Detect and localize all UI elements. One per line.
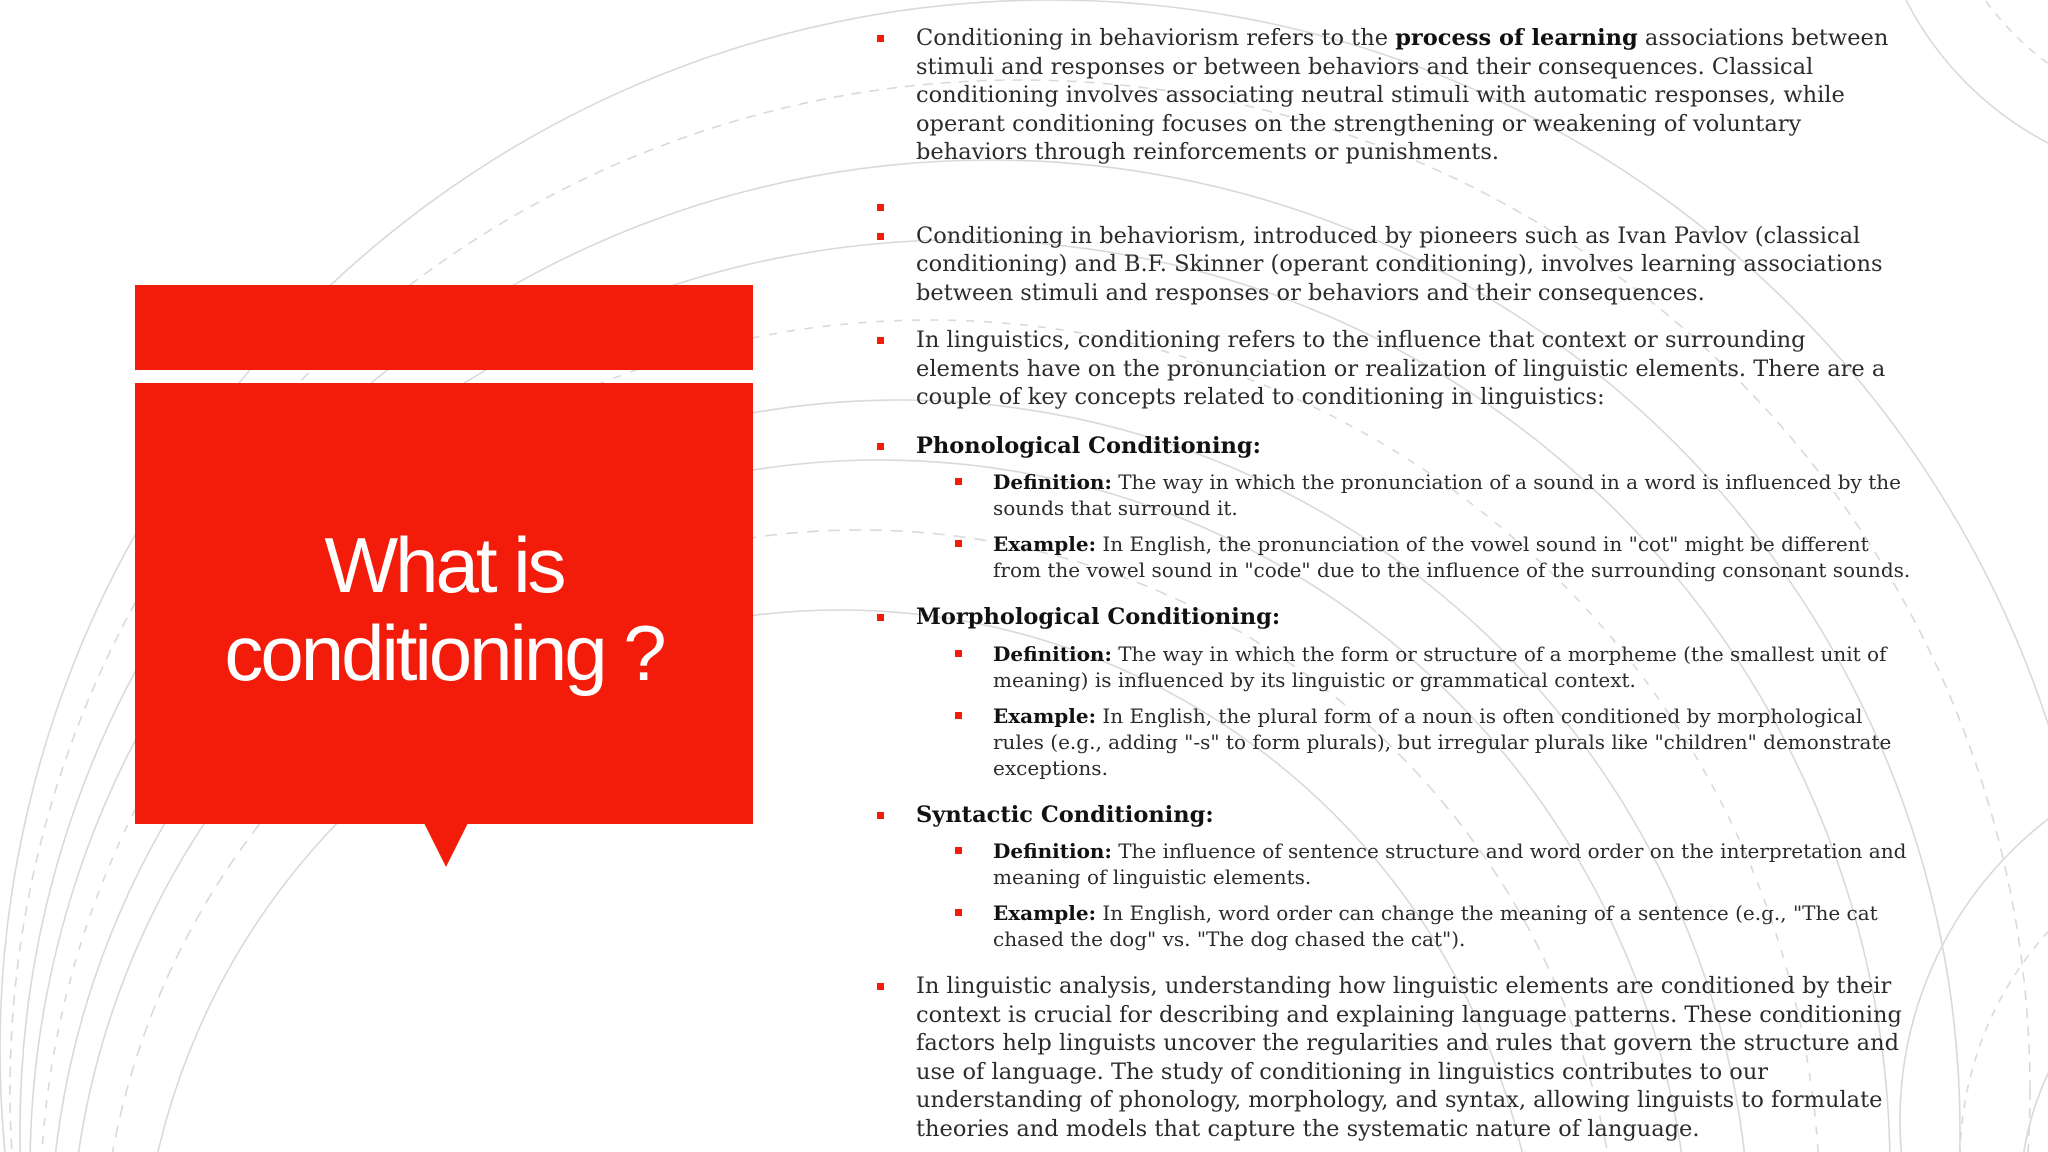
- bullet-phonological-heading: [872, 432, 1912, 461]
- definition-text: The way in which the form or structure of a morpheme (the smallest unit of meaning) is influenced by its linguistic or grammatical context.: [993, 641, 1887, 692]
- example-label: Example:: [993, 901, 1096, 925]
- bullet-linguistic-analysis: [872, 972, 1912, 1143]
- example-label: Example:: [993, 703, 1096, 728]
- slide-title-line2: conditioning ?: [224, 608, 664, 697]
- sub-bullet-syntactic-example: [872, 900, 1912, 952]
- bullet-empty: [872, 193, 1912, 221]
- slide-title-line1: What is: [324, 520, 564, 609]
- sub-bullet-morphological-example: [872, 703, 1912, 781]
- bullet-linguistics-conditioning: [872, 326, 1912, 412]
- definition-label: Definition:: [993, 641, 1112, 666]
- bullet-text: In linguistic analysis, understanding how linguistic elements are conditioned by their context is crucial for describing and explaining language patterns. These conditioning factors help linguists uncover the regularities and rules that govern the structure and use of language. The study of conditioning in linguistics contributes to our understanding of phonology, morphology, and syntax, allowing linguists to formulate theories and models that capture the systematic nature of language.: [916, 973, 1902, 1142]
- sub-bullet-phonological-definition: [872, 469, 1912, 521]
- example-text: In English, the pronunciation of the vowel sound in "cot" might be different from the vowel sound in "code" due to the influence of the surrounding consonant sounds.: [993, 532, 1911, 582]
- slide-title: [224, 511, 663, 697]
- section-heading: Syntactic Conditioning:: [916, 801, 1214, 828]
- content-area: [872, 24, 1912, 1143]
- sub-bullet-phonological-example: [872, 531, 1912, 583]
- definition-label: Definition:: [993, 839, 1112, 863]
- title-box: [135, 383, 753, 824]
- definition-text: The influence of sentence structure and word order on the interpretation and meaning of linguistic elements.: [993, 839, 1907, 889]
- definition-label: Definition:: [993, 470, 1112, 494]
- sub-bullet-syntactic-definition: [872, 838, 1912, 890]
- bullet-behaviorism-definition: [872, 24, 1912, 167]
- bullet-text: In linguistics, conditioning refers to the influence that context or surrounding elements have on the pronunciation or realization of linguistic elements. There are a couple of key concepts related to conditioning in linguistics:: [916, 327, 1886, 410]
- decorative-arc: [2020, 900, 2048, 1152]
- sub-bullet-morphological-definition: [872, 641, 1912, 693]
- bullet-syntactic-heading: [872, 801, 1912, 830]
- bullet-behaviorism-pioneers: [872, 222, 1912, 308]
- bullet-text: Conditioning in behaviorism, introduced by pioneers such as Ivan Pavlov (classical conditioning) and B.F. Skinner (operant conditioning), involves learning associations between stimuli and responses or behaviors and their consequences.: [916, 222, 1883, 306]
- decorative-arc: [1900, 740, 2048, 1152]
- section-heading: Phonological Conditioning:: [916, 432, 1261, 459]
- example-text: In English, the plural form of a noun is often conditioned by morphological rules (e.g., adding "-s" to form plurals), but irregular plurals like "children" demonstrate exceptions.: [993, 703, 1892, 780]
- example-text: In English, word order can change the meaning of a sentence (e.g., "The cat chased the dog" vs. "The dog chased the cat").: [993, 901, 1878, 951]
- bold-phrase: process of learning: [1395, 25, 1638, 51]
- bullet-text: Conditioning in behaviorism refers to the: [916, 25, 1396, 51]
- decorative-arc: [1930, 0, 2048, 120]
- decorative-arc: [1990, 0, 2048, 60]
- bullet-morphological-heading: [872, 603, 1912, 632]
- definition-text: The way in which the pronunciation of a sound in a word is influenced by the sounds that surround it.: [993, 470, 1901, 520]
- title-accent-bar: [135, 285, 753, 370]
- bullet-text: associations between stimuli and responses or between behaviors and their consequences. Classical conditioning involves associating neutral stimuli with automatic responses, while operant conditioning focuses on the strengthening or weakening of voluntary behaviors through reinforcements or punishments.: [916, 25, 1889, 165]
- decorative-arc: [1960, 820, 2048, 1152]
- example-label: Example:: [993, 532, 1096, 556]
- section-heading: Morphological Conditioning:: [916, 604, 1281, 630]
- title-callout-pointer: [424, 823, 468, 867]
